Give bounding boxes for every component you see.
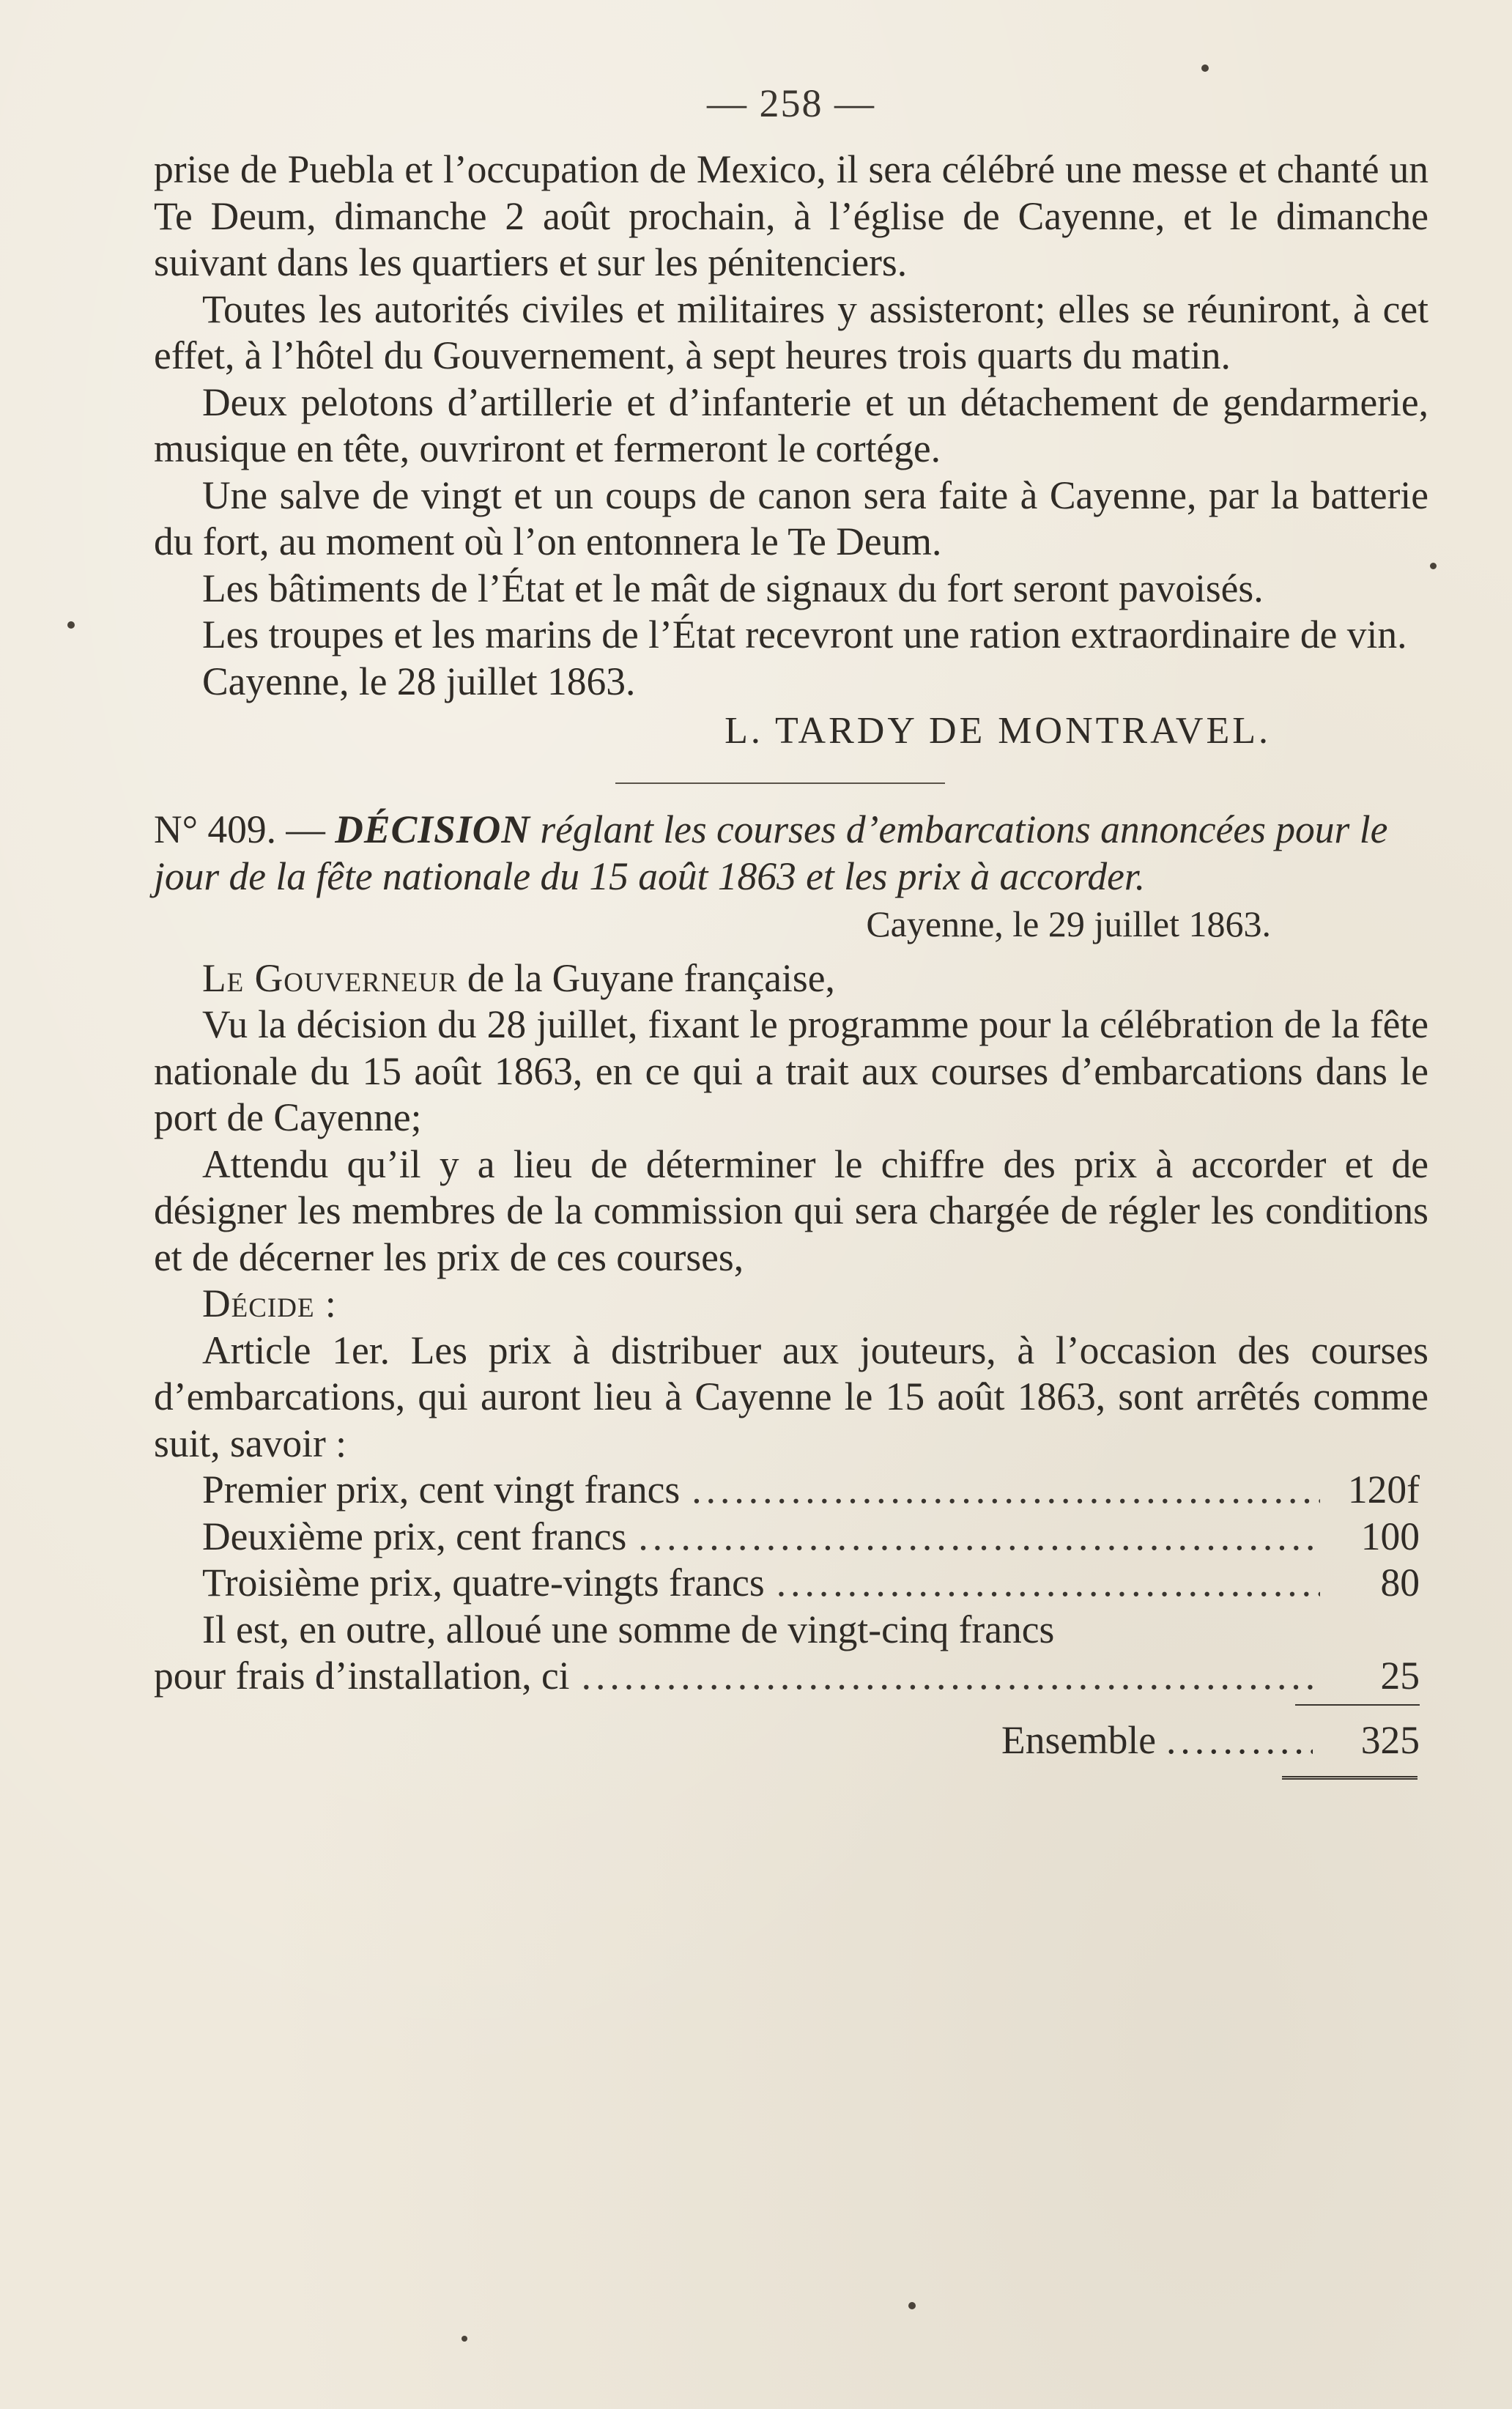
leader-dots: [638, 1514, 1320, 1561]
paragraph-2: Toutes les autorités civiles et militaires y assisteront; elles se réuniront, à cet effet, à l’hôtel du Gouvernement, à sept heures trois quarts du matin.: [154, 286, 1428, 377]
sum-rule: [1295, 1704, 1420, 1706]
leader-dots: [582, 1653, 1320, 1700]
total-amount: 325: [1360, 1717, 1420, 1762]
prize-row-3: [154, 1560, 1428, 1607]
prize-label: Premier prix, cent vingt francs: [202, 1468, 681, 1511]
total-row: [154, 1716, 1428, 1764]
prize-label: Troisième prix, quatre-vingts francs: [202, 1561, 765, 1605]
print-speck: [67, 621, 75, 629]
paragraph-5: Les bâtiments de l’État et le mât de signaux du fort seront pavoisés.: [202, 566, 1264, 610]
decision-title-bold: DÉCISION: [335, 807, 530, 851]
decision-intro: [154, 955, 1428, 1002]
paragraph-1: prise de Puebla et l’occupation de Mexico, il sera célébré une messe et chanté un Te Deum, dimanche 2 août prochain, à l’église de Cayenne, et le dimanche suivant dans les quartiers et sur les pénitenciers.: [154, 147, 1428, 284]
decision-title: réglant les courses d’embarcations annoncées pour le jour de la fête nationale du 15 août 1863 et les prix à accorder.: [154, 807, 1388, 898]
decision-place-date: Cayenne, le 29 juillet 1863.: [866, 903, 1271, 944]
paragraph-6: Les troupes et les marins de l’État recevront une ration extraordinaire de vin.: [202, 613, 1407, 656]
decision-number: N° 409. —: [154, 807, 325, 851]
governor-label: Le Gouverneur: [202, 955, 458, 1000]
considerant-1: Vu la décision du 28 juillet, fixant le programme pour la célébration de la fête nationale du 15 août 1863, en ce qui a trait aux courses d’embarcations dans le port de Cayenne;: [154, 1002, 1428, 1139]
page-number: — 258 —: [707, 81, 875, 125]
prize-amount: 100: [1360, 1514, 1420, 1558]
extra-row: [154, 1653, 1428, 1700]
place-date-line: Cayenne, le 28 juillet 1863.: [202, 659, 636, 703]
extra-label: pour frais d’installation, ci: [154, 1654, 570, 1698]
leader-dots: [1166, 1716, 1313, 1764]
total-label: Ensemble: [1001, 1717, 1156, 1762]
paragraph-3: Deux pelotons d’artillerie et d’infanterie et un détachement de gendarmerie, musique en tête, ouvriront et fermeront le cortége.: [154, 380, 1428, 470]
leader-dots: [777, 1560, 1320, 1607]
prize-row-2: [154, 1514, 1428, 1561]
signature: L. TARDY DE MONTRAVEL.: [724, 710, 1271, 752]
print-speck: [1430, 563, 1437, 569]
document-page: [154, 81, 1428, 1780]
prize-row-1: [154, 1467, 1428, 1514]
decide-label: Décide :: [202, 1281, 337, 1325]
decision-heading: [154, 806, 1428, 900]
article-1: Article 1er. Les prix à distribuer aux jouteurs, à l’occasion des courses d’embarcations, qui auront lieu à Cayenne le 15 août 1863, sont arrêtés comme suit, savoir :: [154, 1328, 1428, 1465]
extra-allowance: Il est, en outre, alloué une somme de vingt-cinq francs: [202, 1607, 1055, 1651]
section-divider: [615, 782, 945, 784]
paragraph-4: Une salve de vingt et un coups de canon sera faite à Cayenne, par la batterie du fort, au moment où l’on entonnera le Te Deum.: [154, 473, 1428, 563]
prize-label: Deuxième prix, cent francs: [202, 1514, 627, 1558]
print-speck: [462, 2336, 467, 2342]
governor-rest: de la Guyane française,: [467, 955, 835, 1000]
prize-amount: 120f: [1347, 1468, 1420, 1511]
print-speck: [1201, 64, 1209, 72]
extra-amount: 25: [1380, 1654, 1420, 1698]
considerant-2: Attendu qu’il y a lieu de déterminer le chiffre des prix à accorder et de désigner les membres de la commission qui sera chargée de régler les conditions et de décerner les prix de ces courses,: [154, 1141, 1428, 1279]
leader-dots: [692, 1467, 1320, 1514]
print-speck: [908, 2302, 916, 2309]
total-double-rule: [1282, 1776, 1418, 1780]
prize-amount: 80: [1380, 1561, 1420, 1605]
